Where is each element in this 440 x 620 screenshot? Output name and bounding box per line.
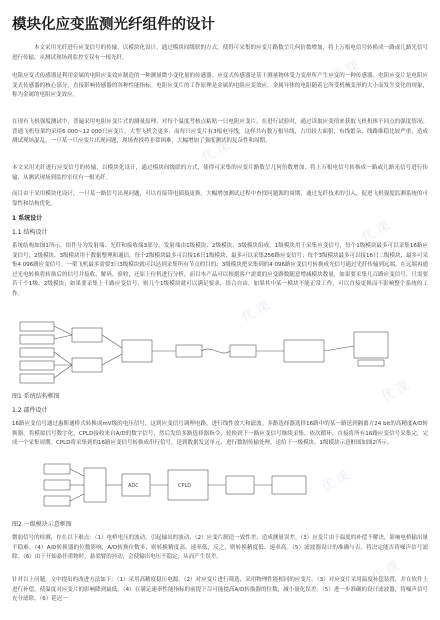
module-box	[20, 322, 54, 331]
figure-1-caption: 图1 系统结构框图	[12, 393, 60, 400]
cpld-label: CPLD	[178, 483, 192, 489]
block-box	[84, 468, 106, 502]
module-box	[20, 348, 54, 357]
page-title: 模块化应变监测光纤组件的设计	[12, 17, 215, 33]
watermark-text: 优课	[199, 137, 235, 166]
module-box	[20, 374, 54, 383]
watermark-text: 优课	[359, 217, 395, 246]
paragraph-current-testing: 在现有飞机强度测试中，普遍采用电阻应变片式的测量原理，对每个温度考核点粘贴一只电阻应变片，在进行试验时，通过读取应变值来获取飞机机体不同点的强度情况。普通飞机每架约采用6 000~12 000只应变片，大型飞机会更多，而每只应变片有3根电导线，这样共有数万根导线，占用较大面积，布线繁杂，线路维稳比较严重，造成测试现场混乱。一旦某一只应变片出现问题，现场查找将非常困难，大幅增加了强度测试的复杂性和周期。	[12, 119, 428, 145]
watermark-text: 优课	[319, 467, 355, 496]
adc-label: ADC	[128, 483, 139, 489]
block-box	[44, 496, 70, 506]
module-box	[230, 345, 256, 357]
paragraph-strain-principle: 电阻应变式传感器是利用金属的电阻应变效应制造的一种测量微小变化量的传感器。应变式传感器是基于测量物体受力变形所产生应变的一种传感器。电阻应变片是电阻应变式传感器的核心部分，直接影响传感器的各种性能指标。电阻应变片的工作原理是金属的电阻应变效应。金属导体的电阻随着它所受机械变形的大小而发生变化的现象，称为金属的电阻应变效应。	[12, 73, 428, 99]
module-box	[122, 340, 152, 362]
module-box	[72, 358, 102, 372]
paragraph-difficulties: 微弱信号的检测，存在以下难点：（1）电桥电压的波动，引起输出的波动。（2）应变片制造一致性差，造成测量误差。（3）应变片由于温度的补偿不解决，影响电桥输出量不稳难。（4）A/D转换器的位数影响，A/D转换位数多，则转换精度高、速率低，反之，则转换精度低、速率高。（5）滤波器设计的准确与否，将决定能否将噪声信号滤除。（6）由于开始悬挂重物时，悬梁臂的抖动，会使输出电压不稳定，从而产生误差。	[12, 535, 428, 561]
block-box	[44, 464, 70, 474]
paragraph-intro: 本文采用光纤进行应变信号的传输，以模块化设计，通过模块间级联的方式，使得可采集的应变片路数呈几何倍数增加，将上万根电信号转换成一路或几路光信号进行传输，从测试现场到监控室仅有一根光纤。	[12, 45, 428, 61]
paragraph-fiber-approach: 本文采用光纤进行应变信号的传输，以模块化设计，通过模块间级联的方式，使得可采集的应变片路数呈几何倍数增加，将上万根电信号转换成一路或几路光信号进行传输，从测试现场到监控室仅有一根光纤。	[12, 165, 428, 181]
module-box	[284, 340, 324, 362]
watermark-text: 优课	[239, 297, 275, 326]
module-box	[358, 360, 384, 366]
section-heading-system: 1 系统设计	[12, 215, 43, 222]
figure-2-caption: 图2 一级模块示意框图	[12, 521, 72, 528]
module-box	[72, 328, 102, 342]
paragraph-improvements: 针对以上问题，文中提出的改进方法如下：（1）采用高精度稳压电源。（2）对应变片进行筛选，采用物理性能相同的应变片。（3）对应变片采用温度补偿装置，并在软件上进行补偿，使温度对应变片的影响降到最低。（4）在满足速率性能指标的前提下尽可能提高A/D转换器的位数，减小量化误差。（5）进一步准确的设计滤波器，将噪声信号充分滤除。（6）延迟一	[12, 577, 428, 603]
figure-system-diagram	[0, 318, 440, 388]
watermark-text: 优课	[369, 557, 405, 586]
paragraph-modular-benefit: 而目由于采用模块化设计，一旦某一路信号出现问题，可以直接带电插拔更换，大幅增加测试过程中查找问题源的周期，通过光纤技术的引入，促进飞机强度监测系统的可靠性和结构优化。	[12, 191, 428, 207]
watermark-text: 优课	[329, 57, 365, 86]
figure-module-diagram	[0, 458, 440, 518]
watermark-text: 优课	[379, 377, 415, 406]
block-box	[272, 476, 306, 494]
module-box	[176, 345, 202, 357]
block-box	[226, 476, 254, 494]
block-box	[44, 480, 70, 490]
paragraph-structure: 系统结构如图1所示。组件分为发射端、光纤和接收端3部分。发射端由1级模块、2级模块、3级模块组成。1级模块用于采集应变信号，每个1级模块最多可以采集16路应变信号；2级模块、3级模块用于数据整理和通信，每个2级模块最多可以接16只1级模块，最多可以采集256路应变信号；每个3级模块最多可以接16只二级模块，最多可采集4 096路应变信号。一架飞机最多需要3只3级模块就可以达到采集所有节点的目的；3级模块把采集到的4 096路应变信号转换成光信号通过光纤传输到远端，在远端再通过光电转换将转换后的信号并接收、解码、验收，还原上位机进行分析，而目本产品可以根据客户需要的应变路数随意增减模块数量，如果要采集几百路应变信号，只需要若干个1级、2级模块；如果要采集上千路应变信号，则几个1级模块就可以满足要求，组合自由。如果其中某一模块不能正常工作，可以直接更换而不影响整个系统的工作。	[12, 243, 428, 297]
section-heading-components: 1.2 部件设计	[12, 407, 48, 414]
module-box	[354, 332, 388, 358]
section-heading-structure: 1.1 结构设计	[12, 229, 48, 236]
module-box	[20, 361, 54, 370]
paragraph-component: 16路应变信号通过惠斯通桥式转换成mV级的电压信号，这到应变信号调理电路，进行线性放大和滤波。多路选择器选择16路中的某一路送到隔离方24 bit的高精度A/D转换器，将模拟信号数字化，CPLD接收来自A/D的数字信号，然后发给多路选择器指令，轮换到下一路应变信号继续采集，依次循环，直接将所有16路应变信号采集完，完成一个采集周期。CPLD将采集到的16路应变信号转换成串行信号，送到数据发送单元，进行数据传输处理，送给下一级模块。1级模块示意框图如图2所示。	[12, 421, 428, 447]
module-box	[20, 335, 54, 344]
